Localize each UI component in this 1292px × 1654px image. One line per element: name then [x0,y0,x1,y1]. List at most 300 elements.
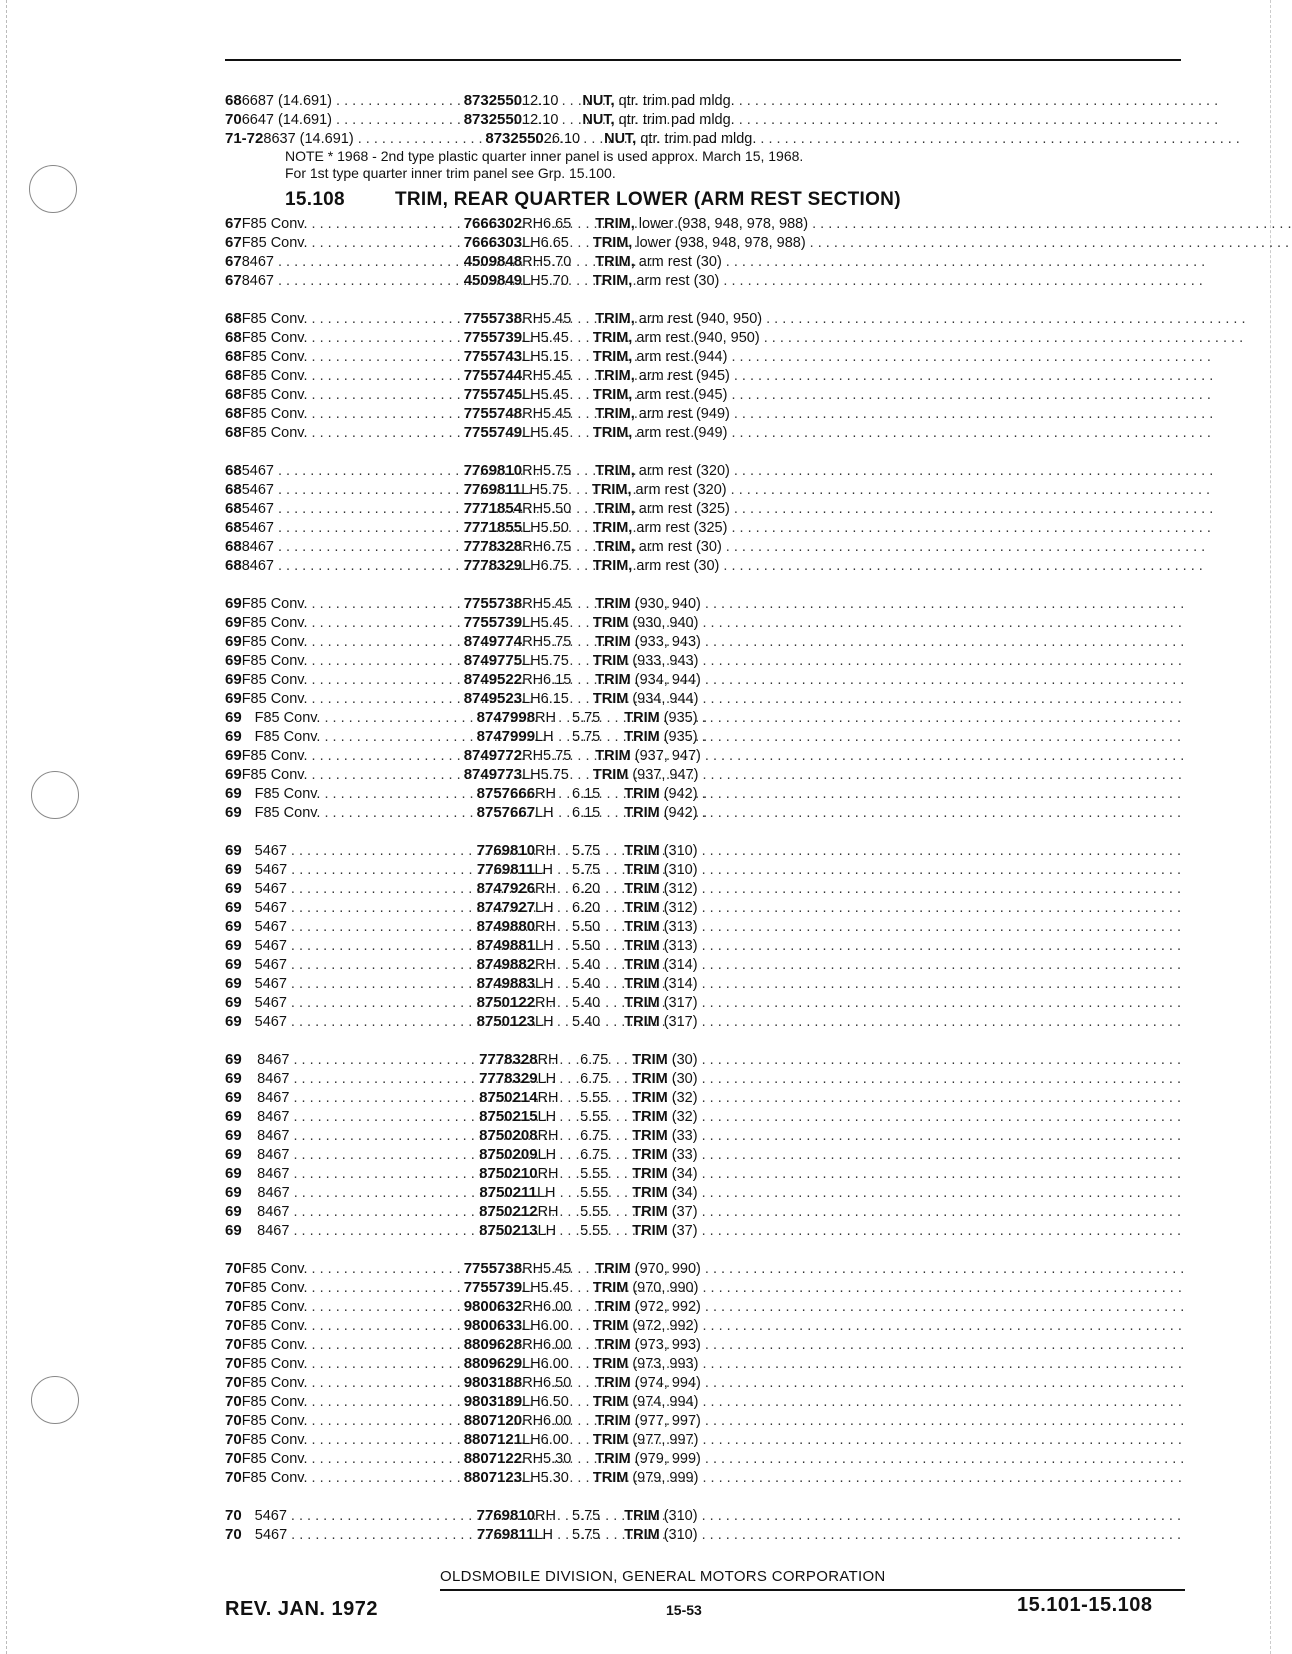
part-name: TRIM [624,1014,660,1030]
description-cell [593,519,1211,538]
table-row [225,233,1290,252]
part-number-cell: 7666302 [463,215,523,232]
side-cell: RH [522,406,544,422]
model-cell: F85 Conv. . . . [242,386,464,405]
price-cell: 5.45 [543,596,572,612]
part-detail: arm rest (940, 950) [638,311,763,327]
table-row [225,1107,1181,1126]
section-heading [285,186,1181,214]
year-cell: 69 [225,1203,242,1220]
description-cell [624,994,1181,1013]
side-cell: RH [535,881,556,897]
model-cell: 5467 . . . [255,956,477,975]
side-cell: LH [536,1185,556,1201]
year-cell: 70 [225,1450,242,1467]
description-cell [595,367,1213,386]
leader-dots: . . . . . . . . . . . . . . . . . . . . . . . . . . . . . . . . . . . . . . . . . . . . . . . . . . . . . . . . . . . . [697,1052,1181,1068]
side-cell: RH [535,1508,556,1524]
part-name: TRIM, [595,254,635,270]
table-row [225,1221,1181,1240]
leader-dots: . . . . . . . . . . . . . . . . . . . . . . . . . . . . . . . . . . . . . . . . . . . . . . . . . . . . . . . . . . . . [697,1109,1181,1125]
leader-dots: . . . . . . . . . . . . . . . . . . . . . . . . . . . . . . . . . . . . . . . . . . . . . . . . . . . . . . . . . . . . [700,596,1185,612]
table-row [225,841,1181,860]
model-cell: F85 Conv. . . . [242,614,464,633]
part-name: TRIM [624,881,660,897]
price-cell: 5.15 [540,349,569,365]
part-name: TRIM [624,976,660,992]
price-cell: .10 [538,93,559,109]
year-cell: 67 [225,272,242,289]
side-cell: RH [522,1375,544,1391]
model-cell: F85 Conv. . . . [242,1431,464,1450]
table-row [225,271,1203,290]
part-detail: (933, 943) [634,634,701,650]
part-name: TRIM [592,1470,629,1486]
leader-dots: . . . . . . . . . . . . . . . . . . . . . . . . . . . . . . . . . . . . . . . . . . . . . . . . . . . . . . . . . . . . [729,368,1214,384]
side-cell: RH [522,216,544,232]
part-number-cell: 7755743 [463,348,523,365]
price-cell: 6.15 [540,691,569,707]
year-cell: 68 [225,538,242,555]
part-name: TRIM [624,1508,660,1524]
leader-dots: . . . . . . . . . . . . . . . . . . . . . . . . . . . . . . . . . . . . . . . . . . . . . . . . . . . . . . . . . . . . [700,1375,1185,1391]
table-row [225,594,1185,613]
part-number-cell: 8809629 [463,1355,523,1372]
description-cell [632,1070,1181,1089]
part-detail: qtr. trim pad mldg. [618,112,735,128]
side-cell: RH [522,539,544,555]
part-number-cell: 8757666 [476,785,536,802]
part-name: TRIM, [595,501,635,517]
model-cell: 5467 . . . [255,918,477,937]
part-detail: (314) [663,976,698,992]
description-cell [624,956,1181,975]
table-row [225,366,1214,385]
binder-hole-bottom [31,1376,79,1424]
part-detail: qtr. trim pad mldg. [618,93,735,109]
description-cell [593,329,1243,348]
leader-dots: . . . . . . . . . . . . . . . . . . . . . . . . . . . . . . . . . . . . . . . . . . . . . . . . . . . . . . . . . . . . [700,1337,1185,1353]
part-number-cell: 7755738 [463,1260,523,1277]
leader-dots: . . . . . . . . . . . . . . . . . . . . . . . . . . . . . . . . . . . . . . . . . . . . . . . . . . . . . . . . . . . . [697,1223,1181,1239]
side-cell: LH [522,349,541,365]
table-row [225,1259,1185,1278]
part-detail: (974, 994) [632,1394,699,1410]
model-cell: F85 Conv. . . . [242,766,464,785]
side-cell: LH [522,1432,541,1448]
leader-dots: . . . . . . . . . . . . . . . . . . . . . . . . . . . . . . . . . . . . . . . . . . . . . . . . . . . . . . . . . . . . [734,112,1219,128]
part-name: TRIM, [595,539,635,555]
part-number-cell: 7778329 [463,557,523,574]
part-number-cell: 7755739 [463,614,523,631]
model-cell: 6687 (14.691) . . . [242,92,464,111]
part-name: TRIM [592,653,629,669]
leader-dots: . . . . . . . . . . . . . . . . . . . . . . . . . . . . . . . . . . . . . . . . . . . . . . . . . . . . . . . . . . . . [698,653,1182,669]
side-cell: LH [537,1147,557,1163]
model-cell: F85 Conv. . . . [242,310,464,329]
part-name: TRIM, [592,558,633,574]
side-cell: LH [522,1356,541,1372]
part-detail: arm rest (944) [636,349,728,365]
side-cell: LH [522,691,541,707]
description-cell [632,1089,1181,1108]
part-name: TRIM, [592,520,633,536]
scan-left-edge [6,0,7,1654]
part-detail: (30) [671,1052,698,1068]
part-name: TRIM, [595,216,635,232]
side-cell: LH [535,938,554,954]
part-detail: (972, 992) [632,1318,699,1334]
part-number-cell: 8750215 [479,1108,538,1125]
section-number: 15.108 [285,189,345,210]
side-cell: RH [535,843,556,859]
year-cell: 70 [225,1355,242,1372]
part-number-cell: 7769810 [476,842,536,859]
part-detail: (313) [663,919,698,935]
part-number-cell: 8747998 [476,709,536,726]
leader-dots: . . . . . . . . . . . . . . . . . . . . . . . . . . . . . . . . . . . . . . . . . . . . . . . . . . . . . . . . . . . . [697,938,1182,954]
part-name: TRIM [624,786,660,802]
description-cell [593,272,1203,291]
part-detail: (933, 943) [632,653,699,669]
side-cell: 26 [543,131,560,147]
year-cell: 70 [225,1260,242,1277]
side-cell: RH [535,995,556,1011]
year-cell: 69 [225,899,242,916]
leader-dots: . . . . . . . . . . . . . . . . . . . . . . . . . . . . . . . . . . . . . . . . . . . . . . . . . . . . . . . . . . . . [727,425,1211,441]
part-number-cell: 7755745 [463,386,523,403]
price-cell: 6.75 [580,1052,609,1068]
year-cell: 69 [225,614,242,631]
price-cell: 5.45 [540,425,569,441]
part-detail: arm rest (949) [638,406,730,422]
leader-dots: . . . . . . . . . . . . . . . . . . . . . . . . . . . . . . . . . . . . . . . . . . . . . . . . . . . . . . . . . . . . [719,273,1203,289]
model-cell: F85 Conv. . . . [242,652,464,671]
part-number-cell: 8757667 [476,804,536,821]
part-name: TRIM [595,1375,631,1391]
leader-dots: . . . . . . . . . . . . . . . . . . . . . . . . . . . . . . . . . . . . . . . . . . . . . . . . . . . . . . . . . . . . [727,520,1211,536]
side-cell: LH [534,862,554,878]
part-detail: (310) [663,1527,698,1543]
part-number-cell: 8809628 [463,1336,523,1353]
side-cell: 12 [522,93,539,109]
part-detail: (930, 940) [632,615,699,631]
description-cell [624,804,1181,823]
side-cell: RH [522,748,544,764]
leader-dots: . . . . . . . . . . . . . . . . . . . . . . . . . . . . . . . . . . . . . . . . . . . . . . . . . . . . . . . . . . . . [697,1166,1181,1182]
leader-dots: . . . . . . . . . . . . . . . . . . . . . . . . . . . . . . . . . . . . . . . . . . . . . . . . . . . . . . . . . . . . [698,1394,1182,1410]
table-row [225,1411,1185,1430]
side-cell: RH [522,596,544,612]
year-cell: 69 [225,709,242,726]
side-cell: LH [534,1527,554,1543]
side-cell: LH [522,387,541,403]
footer-revision: REV. JAN. 1972 [225,1598,379,1620]
year-cell: 69 [225,1222,242,1239]
part-name: TRIM [595,1451,631,1467]
part-detail: arm rest (30) [636,273,720,289]
description-cell [624,1013,1181,1032]
table-row [225,214,1292,233]
price-cell: 5.30 [540,1470,569,1486]
side-cell: RH [522,1261,544,1277]
year-cell: 68 [225,92,242,109]
price-cell: 6.50 [540,1394,569,1410]
description-cell [595,671,1184,690]
leader-dots: . . . . . . . . . . . . . . . . . . . . . . . . . . . . . . . . . . . . . . . . . . . . . . . . . . . . . . . . . . . . [697,1185,1181,1201]
description-cell [593,1431,1182,1450]
leader-dots: . . . . . . . . . . . . . . . . . . . . . . . . . . . . . . . . . . . . . . . . . . . . . . . . . . . . . . . . . . . . [697,862,1181,878]
part-number-cell: 7778329 [479,1070,538,1087]
description-cell [624,899,1181,918]
description-cell [595,405,1213,424]
table-row [225,1183,1181,1202]
trim-rows [225,214,1292,1544]
part-number-cell: 8807121 [463,1431,523,1448]
year-cell: 69 [225,1146,242,1163]
part-name: TRIM [624,843,660,859]
footer-corporation: OLDSMOBILE DIVISION, GENERAL MOTORS CORPORATION [440,1568,890,1585]
side-cell: RH [535,919,556,935]
price-cell: 6.15 [572,805,601,821]
leader-dots: . . . . . . . . . . . . . . . . . . . . . . . . . . . . . . . . . . . . . . . . . . . . . . . . . . . . . . . . . . . . [734,93,1219,109]
part-detail: arm rest (320) [635,482,727,498]
year-cell: 69 [225,671,242,688]
price-cell: 6.50 [543,1375,572,1391]
part-detail: (934, 944) [634,672,701,688]
description-cell [595,595,1184,614]
part-name: TRIM [592,1318,629,1334]
description-cell [593,1469,1182,1488]
note [285,148,1181,182]
year-cell: 69 [225,1013,242,1030]
part-name: TRIM [592,767,629,783]
part-detail: arm rest (320) [638,463,730,479]
table-row [225,708,1181,727]
table-row [225,1525,1181,1544]
leader-dots: . . . . . . . . . . . . . . . . . . . . . . . . . . . . . . . . . . . . . . . . . . . . . . . . . . . . . . . . . . . . [697,710,1182,726]
price-cell: 5.45 [543,1261,572,1277]
model-cell: 5467 . . . [242,500,464,519]
part-detail: (942) [663,786,698,802]
price-cell: 5.75 [572,1527,601,1543]
note-line: NOTE * 1968 - 2nd type plastic quarter inner panel is used approx. March 15, 1968. [285,148,804,164]
nut-rows [225,91,1240,148]
part-number-cell: 9800632 [463,1298,523,1315]
year-cell: 69 [225,728,242,745]
part-number-cell: 8807120 [463,1412,523,1429]
price-cell: 6.20 [572,900,601,916]
model-cell: F85 Conv. . . . [242,1393,464,1412]
part-number-cell: 8749772 [463,747,523,764]
description-cell [624,785,1181,804]
table-row [225,689,1181,708]
description-cell [593,234,1289,253]
part-detail: qtr. trim pad mldg. [640,131,757,147]
model-cell: 8467 . . . [257,1165,479,1184]
year-cell: 69 [225,690,242,707]
part-number-cell: 8749883 [476,975,536,992]
leader-dots: . . . . . . . . . . . . . . . . . . . . . . . . . . . . . . . . . . . . . . . . . . . . . . . . . . . . . . . . . . . . [697,786,1182,802]
side-cell: RH [522,1337,544,1353]
model-cell: 5467 . . . [255,842,477,861]
part-name: TRIM, [595,311,635,327]
price-cell: 5.55 [580,1223,609,1239]
leader-dots: . . . . . . . . . . . . . . . . . . . . . . . . . . . . . . . . . . . . . . . . . . . . . . . . . . . . . . . . . . . . [719,558,1203,574]
description-cell [632,1203,1181,1222]
year-cell: 69 [225,1108,242,1125]
part-name: TRIM, [595,406,635,422]
part-name: TRIM, [592,425,633,441]
model-cell: F85 Conv. . . . [242,1469,464,1488]
part-detail: arm rest (325) [638,501,730,517]
year-cell: 69 [225,880,242,897]
description-cell [595,462,1213,481]
year-cell: 68 [225,500,242,517]
part-number-cell: 4509849 [463,272,523,289]
side-cell: RH [522,463,544,479]
part-name: TRIM [632,1071,668,1087]
description-cell [632,1127,1181,1146]
leader-dots: . . . . . . . . . . . . . . . . . . . . . . . . . . . . . . . . . . . . . . . . . . . . . . . . . . . . . . . . . . . . [697,1090,1181,1106]
part-detail: (37) [671,1204,698,1220]
table-row [225,670,1185,689]
description-cell [595,1450,1184,1469]
price-cell: 5.75 [572,729,601,745]
description-cell [624,918,1181,937]
part-detail: arm rest (940, 950) [636,330,760,346]
leader-dots: . . . . . . . . . . . . . . . . . . . . . . . . . . . . . . . . . . . . . . . . . . . . . . . . . . . . . . . . . . . . [698,615,1182,631]
part-detail: (37) [671,1223,698,1239]
year-cell: 69 [225,1070,242,1087]
year-cell: 69 [225,747,242,764]
part-number-cell: 8749775 [463,652,523,669]
leader-dots: . . . . . . . . . . . . . . . . . . . . . . . . . . . . . . . . . . . . . . . . . . . . . . . . . . . . . . . . . . . . [808,216,1292,232]
part-number-cell: 8750213 [479,1222,538,1239]
model-cell: F85 Conv. . . . [242,329,464,348]
part-name: TRIM [632,1166,668,1182]
part-number-cell: 8749880 [476,918,536,935]
year-cell: 69 [225,1184,242,1201]
leader-dots: . . . . . . . . . . . . . . . . . . . . . . . . . . . . . . . . . . . . . . . . . . . . . . . . . . . . . . . . . . . . [698,1470,1182,1486]
leader-dots: . . . . . . . . . . . . . . . . . . . . . . . . . . . . . . . . . . . . . . . . . . . . . . . . . . . . . . . . . . . . [700,1261,1185,1277]
price-cell: 6.65 [540,235,569,251]
price-cell: 6.00 [540,1356,569,1372]
leader-dots: . . . . . . . . . . . . . . . . . . . . . . . . . . . . . . . . . . . . . . . . . . . . . . . . . . . . . . . . . . . . [697,900,1182,916]
price-cell: 5.45 [540,615,569,631]
leader-dots: . . . . . . . . . . . . . . . . . . . . . . . . . . . . . . . . . . . . . . . . . . . . . . . . . . . . . . . . . . . . [698,1432,1182,1448]
model-cell: F85 Conv. . . . [242,234,464,253]
part-name: TRIM [595,596,631,612]
side-cell: RH [522,634,544,650]
leader-dots: . . . . . . . . . . . . . . . . . . . . . . . . . . . . . . . . . . . . . . . . . . . . . . . . . . . . . . . . . . . . [698,1280,1182,1296]
model-cell: F85 Conv. . . . [242,1412,464,1431]
part-number-cell: 7755739 [463,1279,523,1296]
part-detail: (977, 997) [632,1432,699,1448]
table-row [225,252,1206,271]
part-detail: arm rest (945) [636,387,728,403]
price-cell: 5.40 [572,976,601,992]
price-cell: 6.75 [543,539,572,555]
price-cell: 6.00 [543,1413,572,1429]
leader-dots: . . . . . . . . . . . . . . . . . . . . . . . . . . . . . . . . . . . . . . . . . . . . . . . . . . . . . . . . . . . . [697,1147,1181,1163]
model-cell: F85 Conv. . . . [242,367,464,386]
side-cell: LH [522,558,541,574]
model-cell: 5467 . . . [242,481,464,500]
leader-dots: . . . . . . . . . . . . . . . . . . . . . . . . . . . . . . . . . . . . . . . . . . . . . . . . . . . . . . . . . . . . [697,1508,1182,1524]
model-cell: 5467 . . . [255,899,477,918]
year-cell: 69 [225,1165,242,1182]
price-cell: 6.75 [540,558,569,574]
leader-dots: . . . . . . . . . . . . . . . . . . . . . . . . . . . . . . . . . . . . . . . . . . . . . . . . . . . . . . . . . . . . [697,957,1182,973]
year-cell: 68 [225,424,242,441]
price-cell: 5.50 [540,520,569,536]
part-number-cell: 7755738 [463,595,523,612]
part-number-cell: 8749773 [463,766,523,783]
table-row [225,784,1181,803]
side-cell: RH [537,1052,559,1068]
year-cell: 70 [225,1298,242,1315]
side-cell: RH [522,672,544,688]
part-name: TRIM, [595,463,635,479]
part-number-cell: 8750122 [476,994,536,1011]
table-row [225,1297,1185,1316]
model-cell: F85 Conv. . . . [242,1450,464,1469]
part-name: TRIM [624,995,660,1011]
part-number-cell: 8747926 [476,880,536,897]
part-name: TRIM [595,748,631,764]
leader-dots: . . . . . . . . . . . . . . . . . . . . . . . . . . . . . . . . . . . . . . . . . . . . . . . . . . . . . . . . . . . . [697,843,1182,859]
table-row [225,1506,1181,1525]
description-cell [595,253,1205,272]
model-cell: F85 Conv. . . . [242,424,464,443]
part-detail: arm rest (30) [638,254,722,270]
part-number-cell: 8747927 [476,899,536,916]
side-cell: RH [537,1128,559,1144]
part-name: TRIM [624,862,660,878]
year-cell: 69 [225,956,242,973]
side-cell: 12 [522,112,539,128]
year-cell: 69 [225,1089,242,1106]
top-rule [225,59,1181,61]
side-cell: LH [522,1318,541,1334]
year-cell: 70 [225,1393,242,1410]
table-row [225,613,1181,632]
description-cell [595,1374,1184,1393]
part-detail: (937, 947) [632,767,699,783]
model-cell: F85 Conv. . . . [242,690,464,709]
leader-dots: . . . . . . . . . . . . . . . . . . . . . . . . . . . . . . . . . . . . . . . . . . . . . . . . . . . . . . . . . . . . [697,1204,1181,1220]
table-row [225,1354,1181,1373]
description-cell [593,1317,1182,1336]
year-cell: 69 [225,595,242,612]
side-cell: LH [522,425,541,441]
year-cell: 69 [225,918,242,935]
description-cell [592,481,1210,500]
description-cell [624,880,1181,899]
side-cell: LH [522,273,541,289]
year-cell: 69 [225,1051,242,1068]
description-cell [593,1393,1182,1412]
year-cell: 70 [225,1507,242,1524]
description-cell [624,709,1181,728]
price-cell: 5.40 [572,1014,601,1030]
year-cell: 68 [225,386,242,403]
part-detail: (32) [671,1090,698,1106]
leader-dots: . . . . . . . . . . . . . . . . . . . . . . . . . . . . . . . . . . . . . . . . . . . . . . . . . . . . . . . . . . . . [697,1128,1181,1144]
price-cell: 5.30 [543,1451,572,1467]
model-cell: 5467 . . . [255,861,477,880]
